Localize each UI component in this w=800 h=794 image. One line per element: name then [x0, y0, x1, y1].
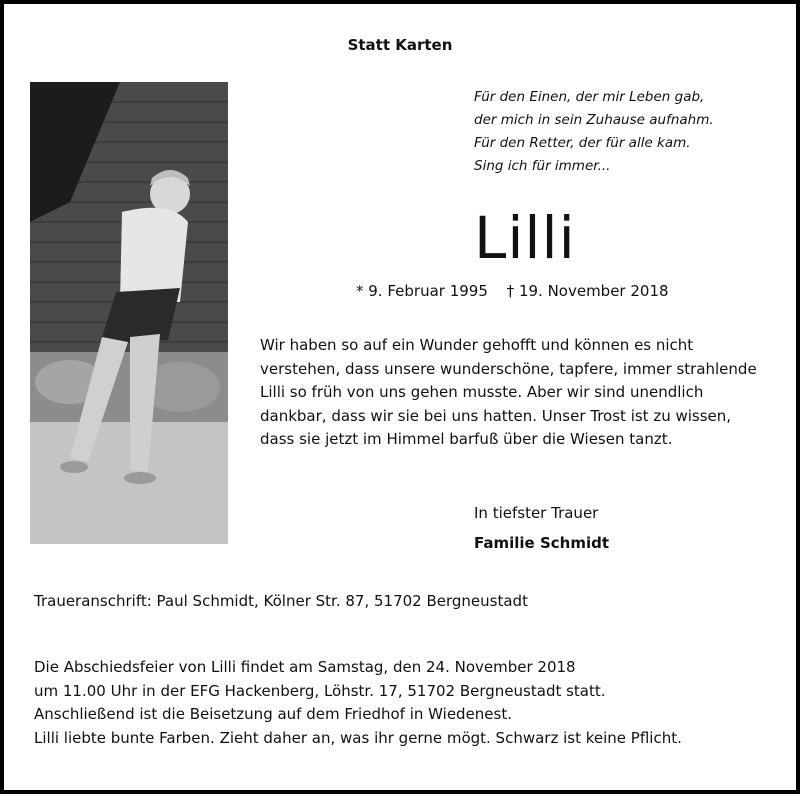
poem-line: der mich in sein Zuhause aufnahm. [474, 112, 714, 128]
family-name: Familie Schmidt [474, 534, 609, 552]
portrait-photo [30, 82, 228, 544]
poem [474, 86, 714, 178]
mourning-line: In tiefster Trauer [474, 504, 599, 522]
poem-line: Sing ich für immer... [474, 158, 611, 174]
obituary-message [260, 334, 757, 452]
death-date: † 19. November 2018 [506, 282, 669, 300]
service-line: Lilli liebte bunte Farben. Zieht daher an, was ihr gerne mögt. Schwarz ist keine Pflicht. [34, 728, 682, 747]
message-line: dankbar, dass wir sie bei uns hatten. Unser Trost ist zu wissen, [260, 406, 732, 425]
mourning-signature [474, 498, 609, 558]
poem-line: Für den Retter, der für alle kam. [474, 135, 691, 151]
message-line: verstehen, dass unsere wunderschöne, tapfere, immer strahlende [260, 359, 757, 378]
service-line: Anschließend ist die Beisetzung auf dem Friedhof in Wiedenest. [34, 705, 513, 723]
service-line: um 11.00 Uhr in der EFG Hackenberg, Löhstr. 17, 51702 Bergneustadt statt. [34, 681, 606, 700]
message-line: dass sie jetzt im Himmel barfuß über die Wiesen tanzt. [260, 430, 673, 448]
mourning-address: Traueranschrift: Paul Schmidt, Kölner Str. 87, 51702 Bergneustadt [34, 592, 528, 610]
message-line: Lilli so früh von uns gehen musste. Aber wir sind unendlich [260, 383, 704, 401]
message-line: Wir haben so auf ein Wunder gehofft und können es nicht [260, 336, 694, 354]
life-dates [356, 282, 683, 300]
birth-date: * 9. Februar 1995 [356, 282, 488, 300]
poem-line: Für den Einen, der mir Leben gab, [474, 89, 705, 105]
service-line: Die Abschiedsfeier von Lilli findet am Samstag, den 24. November 2018 [34, 658, 576, 676]
deceased-name: Lilli [474, 204, 576, 272]
portrait-image [30, 82, 228, 544]
page-title: Statt Karten [347, 36, 453, 54]
service-info [34, 656, 682, 750]
